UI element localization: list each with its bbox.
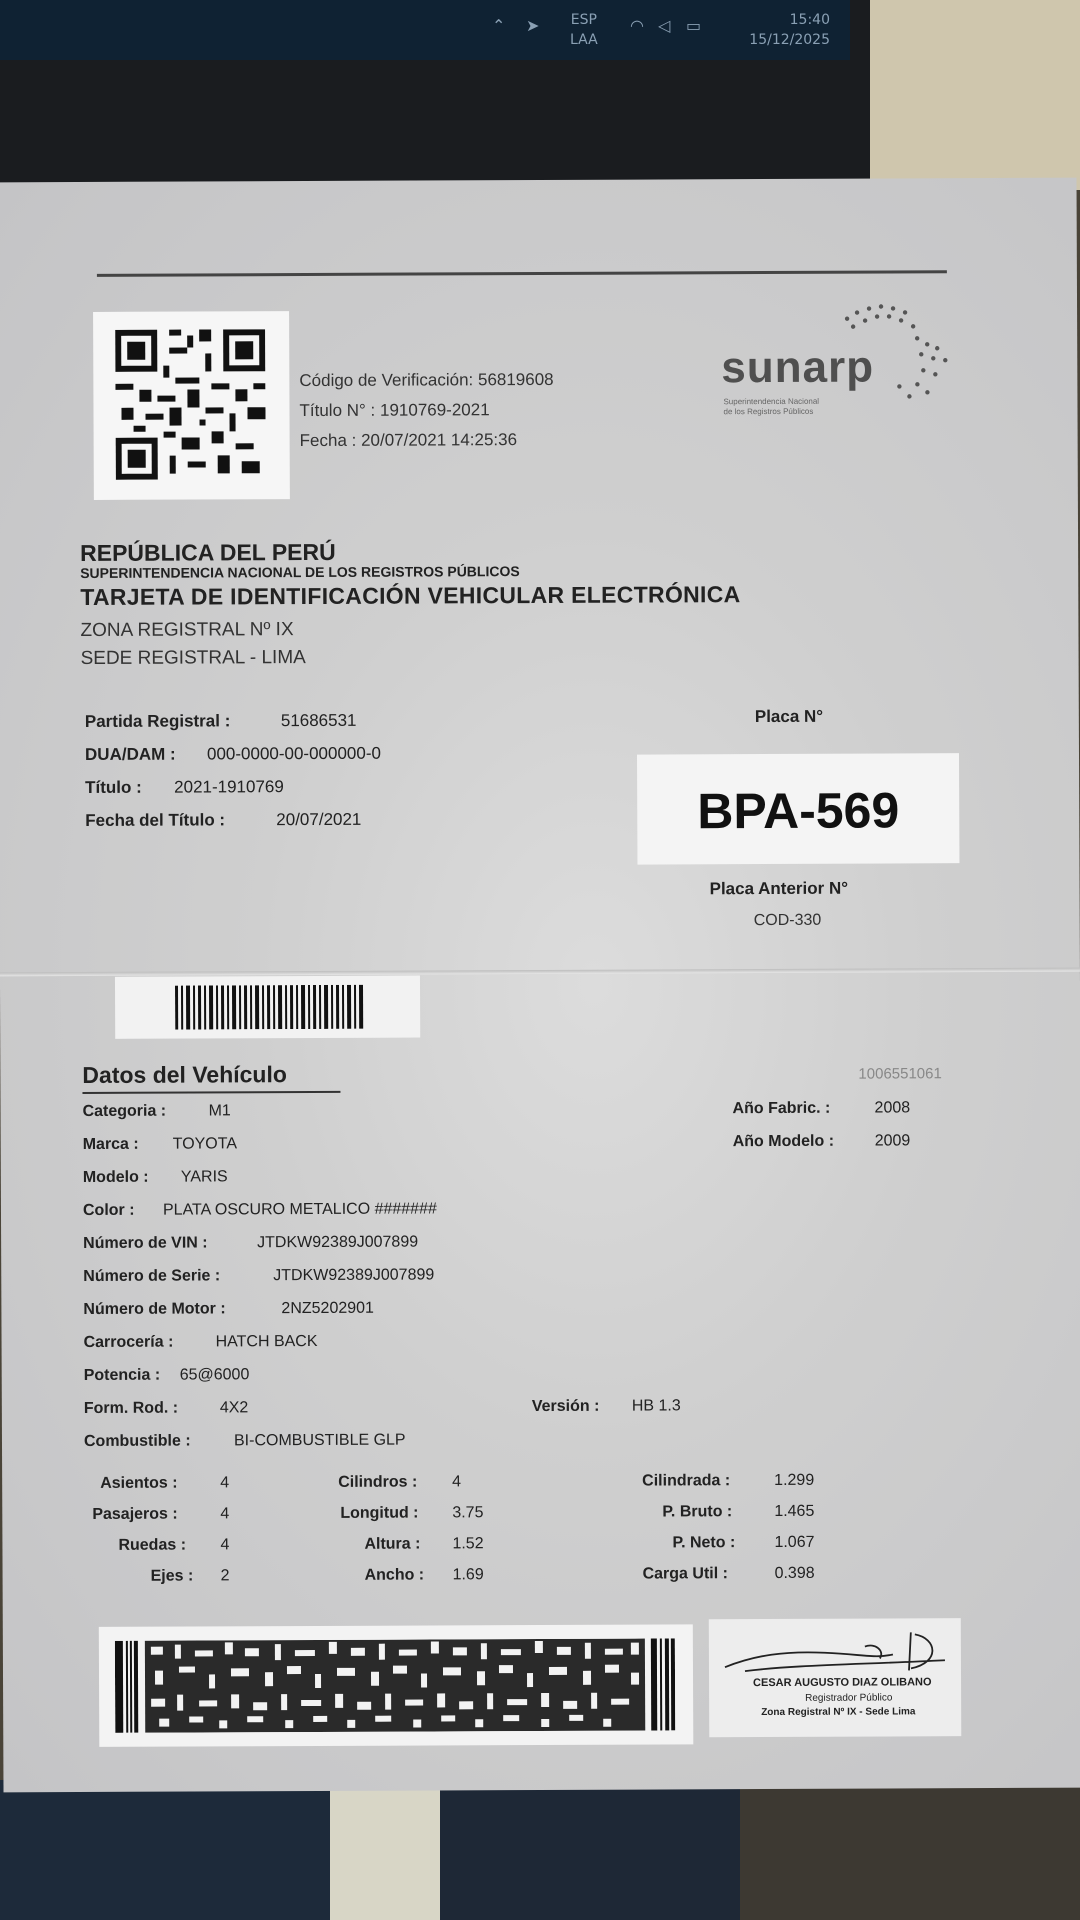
partida-value: 51686531 <box>280 710 357 731</box>
vehicle-card-document <box>0 178 1080 1793</box>
keyboard-layout: LAA <box>570 32 598 48</box>
color-label: Color : <box>82 1201 135 1219</box>
plate-number: BPA-569 <box>697 782 900 840</box>
partida-label: Partida Registral : <box>84 711 231 731</box>
motor-value: 2NZ5202901 <box>281 1299 374 1318</box>
document-number: 1006551061 <box>858 1065 942 1083</box>
clock-date: 15/12/2025 <box>749 32 830 48</box>
section-underline <box>82 1091 340 1094</box>
small-barcode-graphic <box>175 985 365 1030</box>
signature-stamp <box>709 1618 962 1737</box>
formrod-value: 4X2 <box>219 1399 249 1417</box>
cilindrada-value: 1.299 <box>774 1471 815 1489</box>
titulo-label: Título : <box>85 777 142 797</box>
sunarp-wordmark: sunarp <box>721 342 875 393</box>
clock[interactable] <box>730 10 830 50</box>
ruedas-label: Ruedas : <box>118 1536 187 1554</box>
ano-fabric-label: Año Fabric. : <box>732 1099 831 1118</box>
pasajeros-label: Pasajeros : <box>92 1505 178 1523</box>
ano-fabric-value: 2008 <box>874 1099 911 1117</box>
plate-label: Placa N° <box>754 706 824 727</box>
header-rule <box>97 270 947 277</box>
language-indicator[interactable] <box>570 10 598 50</box>
verification-code: Código de Verificación: 56819608 <box>299 369 554 391</box>
combustible-value: BI-COMBUSTIBLE GLP <box>233 1431 406 1450</box>
categoria-value: M1 <box>208 1102 231 1120</box>
serie-value: JTDKW92389J007899 <box>273 1266 435 1285</box>
ancho-value: 1.69 <box>452 1566 484 1584</box>
vin-label: Número de VIN : <box>83 1234 208 1252</box>
sunarp-subtitle-line-2: de los Registros Públicos <box>723 406 814 417</box>
volume-icon[interactable]: ◁ <box>658 16 671 35</box>
categoria-label: Categoria : <box>82 1102 167 1120</box>
country-heading: REPÚBLICA DEL PERÚ <box>80 538 336 567</box>
asientos-value: 4 <box>220 1474 230 1492</box>
document-title: TARJETA DE IDENTIFICACIÓN VEHICULAR ELECTRÓNICA <box>80 581 741 611</box>
registry-seat: SEDE REGISTRAL - LIMA <box>80 647 306 670</box>
ejes-value: 2 <box>220 1567 230 1585</box>
desk-surface <box>870 0 1080 190</box>
fecha-titulo-value: 20/07/2021 <box>276 809 362 830</box>
registrar-name: CESAR AUGUSTO DIAZ OLIBANO <box>753 1676 932 1690</box>
version-label: Versión : <box>531 1397 600 1416</box>
previous-plate-label: Placa Anterior N° <box>709 878 849 899</box>
wifi-icon[interactable]: ◠ <box>630 16 644 35</box>
marca-label: Marca : <box>82 1135 139 1153</box>
color-value: PLATA OSCURO METALICO ####### <box>162 1200 437 1219</box>
titulo-value: 2021-1910769 <box>174 777 284 797</box>
title-number: Título N° : 1910769-2021 <box>299 400 490 421</box>
agency-heading: SUPERINTENDENCIA NACIONAL DE LOS REGISTROS PÚBLICOS <box>80 563 520 582</box>
longitud-value: 3.75 <box>452 1504 484 1522</box>
language-code: ESP <box>570 12 597 28</box>
vin-value: JTDKW92389J007899 <box>257 1233 419 1252</box>
pasajeros-value: 4 <box>220 1505 230 1523</box>
longitud-label: Longitud : <box>340 1504 419 1522</box>
plate-box <box>637 753 959 864</box>
sunarp-subtitle-line-1: Superintendencia Nacional <box>723 396 820 407</box>
battery-icon[interactable]: ▭ <box>686 16 702 35</box>
altura-label: Altura : <box>364 1535 421 1553</box>
previous-plate-value: COD-330 <box>753 911 822 930</box>
combustible-label: Combustible : <box>83 1432 191 1450</box>
small-barcode <box>115 976 420 1039</box>
potencia-value: 65@6000 <box>179 1366 250 1384</box>
registry-zone: ZONA REGISTRAL Nº IX <box>80 619 294 642</box>
dua-value: 000-0000-00-000000-0 <box>206 743 381 764</box>
carroceria-value: HATCH BACK <box>215 1332 318 1351</box>
laptop-screen <box>0 0 850 60</box>
qr-code-graphic <box>115 329 266 480</box>
carga-util-label: Carga Util : <box>642 1565 728 1583</box>
cilindros-value: 4 <box>452 1473 462 1491</box>
clock-time: 15:40 <box>789 12 830 28</box>
peso-neto-label: P. Neto : <box>672 1534 736 1552</box>
fecha-titulo-label: Fecha del Título : <box>85 810 226 830</box>
peso-bruto-label: P. Bruto : <box>662 1503 733 1521</box>
dua-label: DUA/DAM : <box>84 744 176 764</box>
send-icon[interactable]: ➤ <box>526 16 540 35</box>
cilindros-label: Cilindros : <box>338 1473 418 1491</box>
ano-modelo-label: Año Modelo : <box>732 1132 835 1151</box>
issue-date: Fecha : 20/07/2021 14:25:36 <box>299 430 518 451</box>
pdf417-barcode-graphic <box>115 1638 675 1732</box>
formrod-label: Form. Rod. : <box>83 1399 179 1417</box>
chevron-up-icon[interactable]: ⌃ <box>492 16 506 35</box>
carga-util-value: 0.398 <box>774 1564 815 1582</box>
sunarp-subtitle <box>723 397 819 417</box>
laptop-bezel <box>0 0 900 200</box>
registrar-office: Zona Registral Nº IX - Sede Lima <box>761 1706 916 1719</box>
vehicle-section-title: Datos del Vehículo <box>82 1061 287 1088</box>
modelo-value: YARIS <box>180 1168 228 1186</box>
carroceria-label: Carrocería : <box>83 1333 174 1351</box>
jeans-fabric <box>0 1780 330 1920</box>
asientos-label: Asientos : <box>100 1474 178 1492</box>
paper-fold <box>0 968 1080 977</box>
taskbar-tray <box>470 6 850 54</box>
qr-code <box>93 311 290 500</box>
floor <box>740 1780 1080 1920</box>
light-surface <box>330 1780 440 1920</box>
altura-value: 1.52 <box>452 1535 484 1553</box>
ruedas-value: 4 <box>220 1536 230 1554</box>
ano-modelo-value: 2009 <box>874 1132 911 1150</box>
peso-bruto-value: 1.465 <box>774 1502 815 1520</box>
marca-value: TOYOTA <box>172 1135 238 1153</box>
peso-neto-value: 1.067 <box>774 1533 815 1551</box>
serie-label: Número de Serie : <box>83 1267 221 1285</box>
ejes-label: Ejes : <box>150 1567 194 1585</box>
ancho-label: Ancho : <box>364 1566 425 1584</box>
dark-fabric <box>440 1780 740 1920</box>
registrar-role: Registrador Público <box>805 1692 893 1704</box>
pdf417-barcode <box>99 1624 694 1747</box>
cilindrada-label: Cilindrada : <box>642 1472 731 1490</box>
potencia-label: Potencia : <box>83 1366 161 1384</box>
sunarp-logo <box>717 298 978 419</box>
version-value: HB 1.3 <box>631 1397 681 1415</box>
modelo-label: Modelo : <box>82 1168 149 1186</box>
motor-label: Número de Motor : <box>83 1300 226 1318</box>
